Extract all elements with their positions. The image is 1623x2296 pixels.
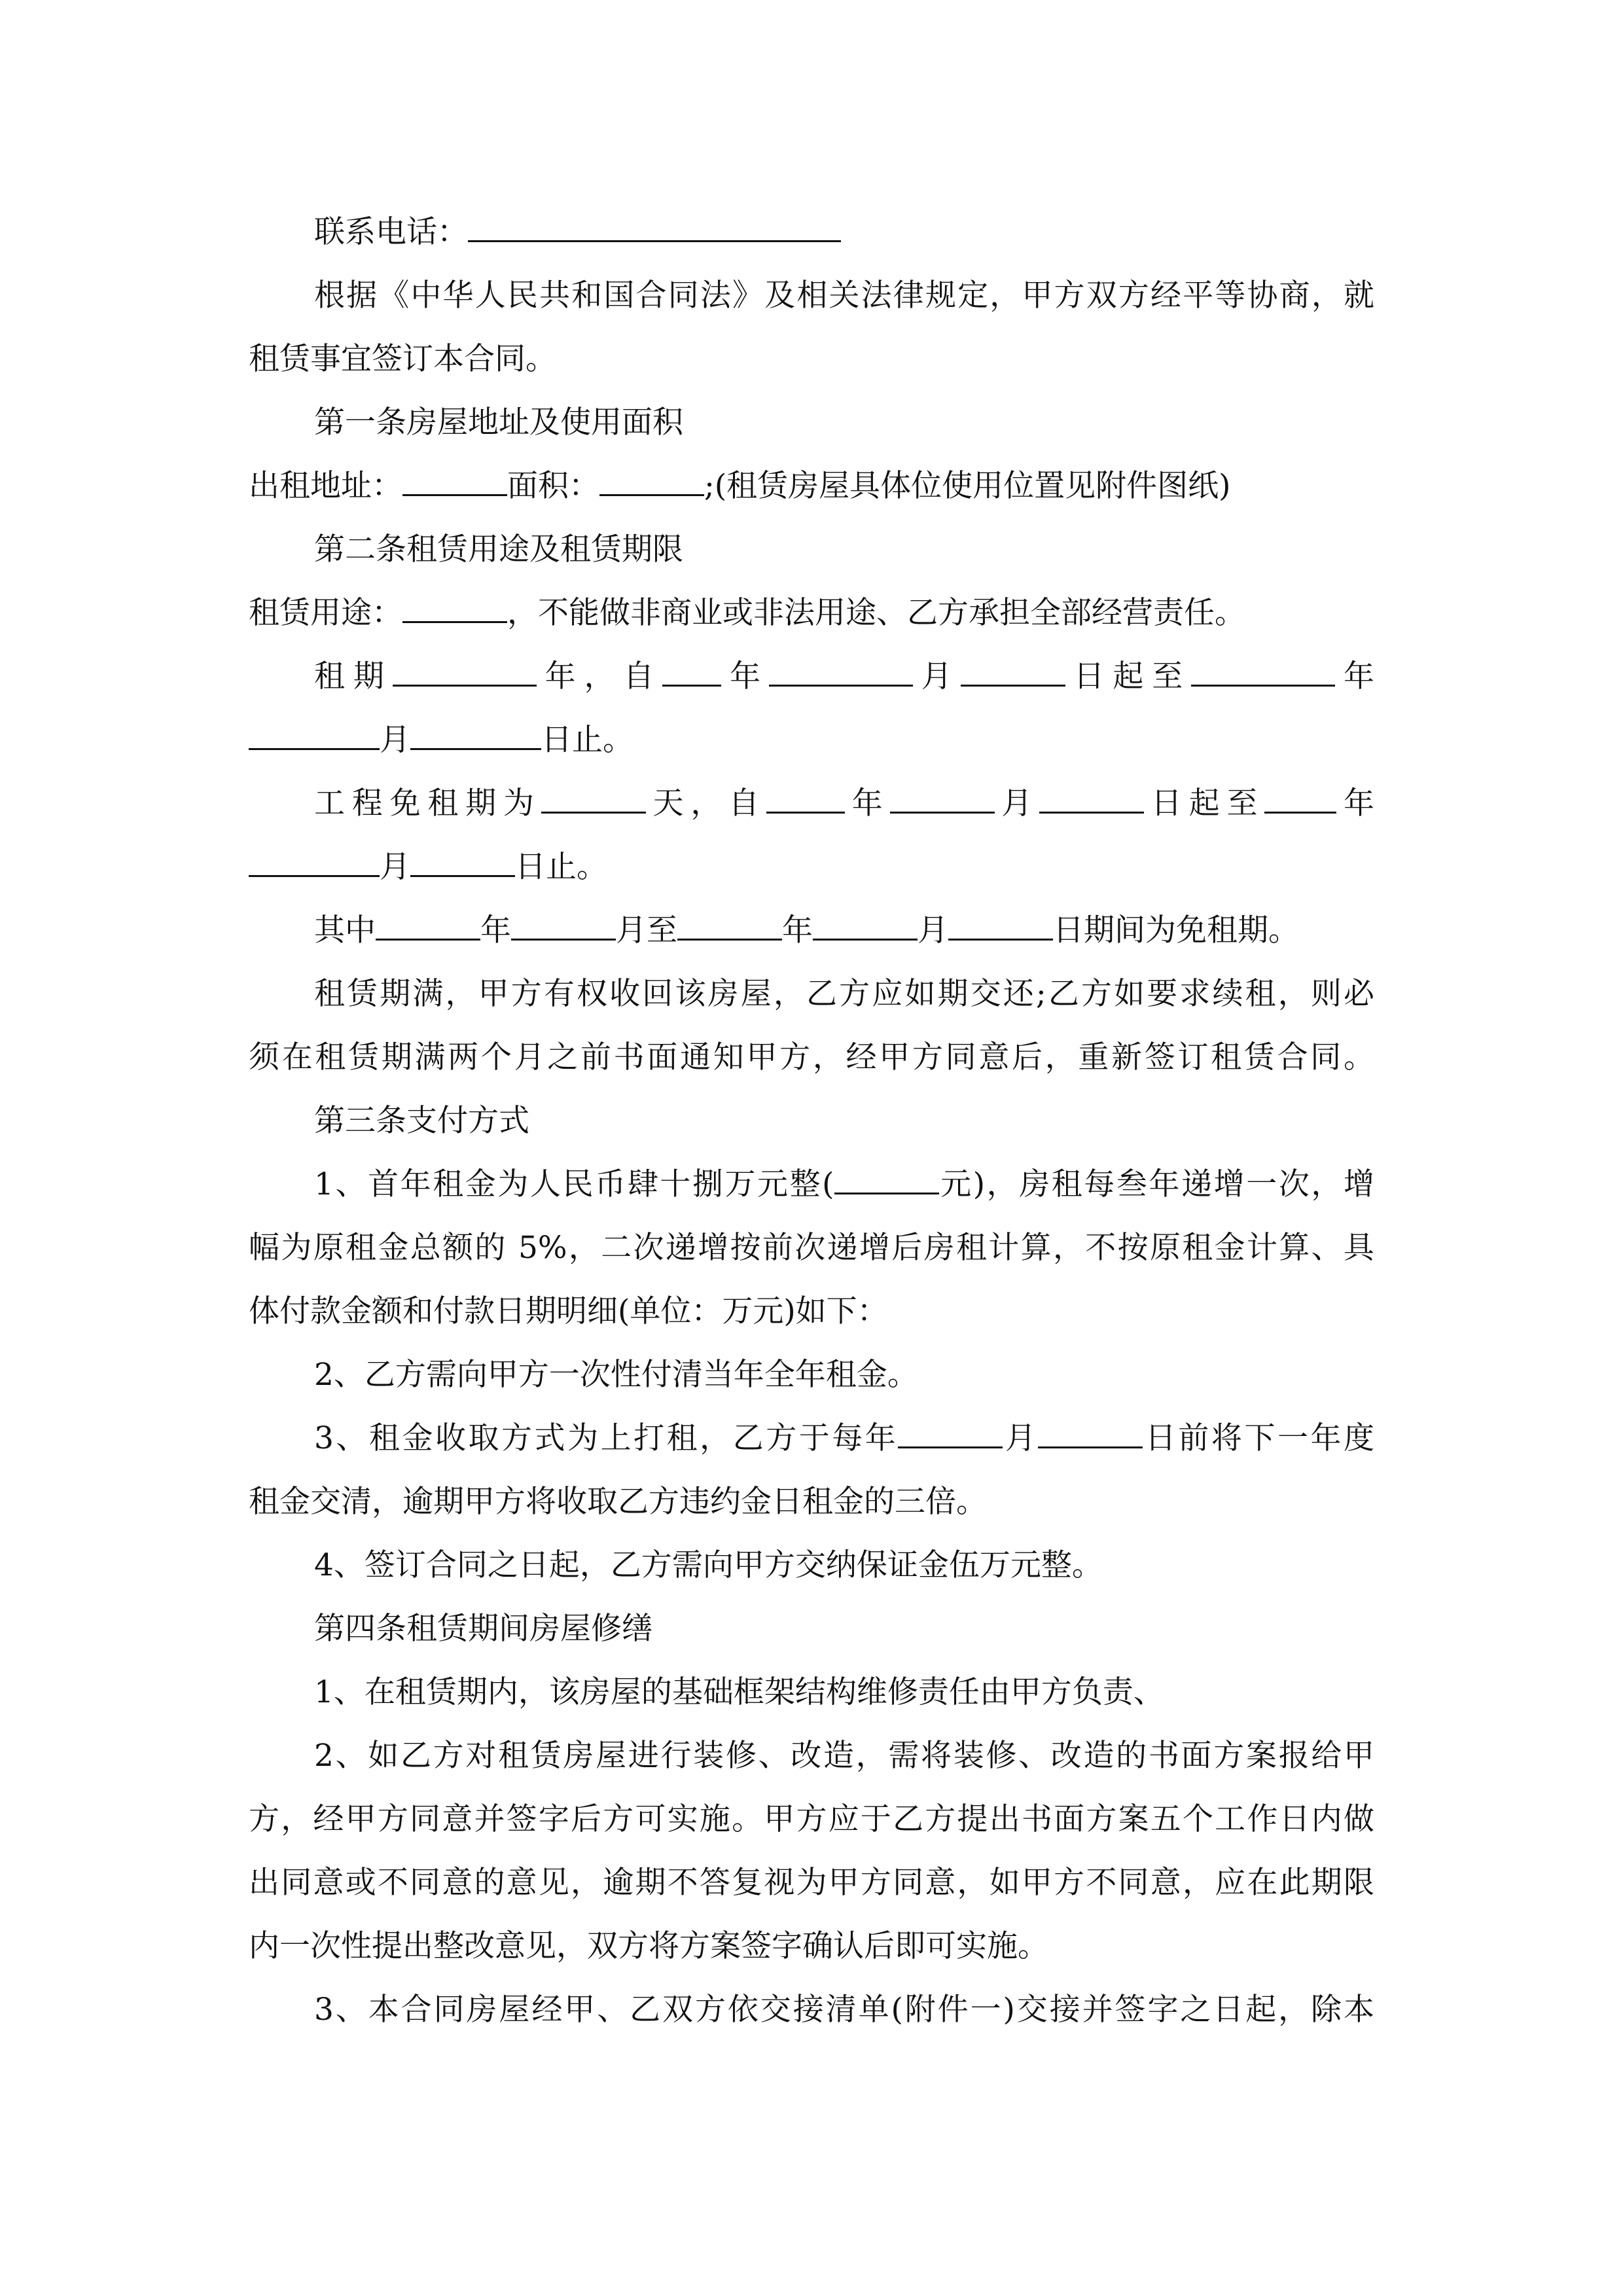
payment-3-line-2: 租金交清，逾期甲方将收取乙方违约金日租金的三倍。 (249, 1484, 987, 1520)
term-text: 日止。 (541, 722, 633, 758)
free-text: 年 (1336, 785, 1374, 821)
payment-text: 日前将下一年度 (1143, 1420, 1374, 1456)
repair-2-line-4: 内一次性提出整改意见，双方将方案签字确认后即可实施。 (249, 1928, 1048, 1964)
period-text: 月至 (616, 912, 677, 948)
blank (393, 648, 537, 687)
period-text: 月 (918, 912, 948, 948)
payment-text: 元)，房租每叁年递增一次，增 (938, 1166, 1374, 1202)
blank (890, 775, 995, 814)
payment-1-line-2: 幅为原租金总额的 5%，二次递增按前次递增后房租计算，不按原租金计算、具 (249, 1230, 1374, 1266)
blank (769, 648, 913, 687)
payment-3-line-1 (314, 1407, 1374, 1471)
repair-2-line-1: 2、如乙方对租赁房屋进行装修、改造，需将装修、改造的书面方案报给甲 (314, 1738, 1374, 1774)
period-text: 其中 (314, 912, 376, 948)
term-line-2 (249, 708, 1374, 772)
period-text: 年 (782, 912, 813, 948)
payment-text: 月 (1003, 1420, 1039, 1456)
repair-3-line-1: 3、本合同房屋经甲、乙双方依交接清单(附件一)交接并签字之日起，除本 (314, 1992, 1374, 2028)
expire-line-1: 租赁期满，甲方有权收回该房屋，乙方应如期交还;乙方如要求续租，则必 (314, 976, 1374, 1012)
blank (1039, 775, 1144, 814)
blank-address (402, 457, 507, 496)
blank (1264, 775, 1336, 814)
address-line (249, 454, 1374, 518)
term-text: 年，自 (536, 658, 663, 694)
repair-2-line-2: 方，经甲方同意并签字后方可实施。甲方应于乙方提出书面方案五个工作日内做 (249, 1801, 1374, 1837)
area-label: 面积： (507, 468, 599, 504)
blank (898, 1410, 1003, 1448)
blank (249, 838, 380, 877)
free-period-line (314, 899, 1374, 963)
usage-label: 租赁用途： (249, 595, 402, 631)
payment-2: 2、乙方需向甲方一次性付清当年全年租金。 (314, 1357, 918, 1393)
blank-usage (402, 584, 507, 623)
free-text: 年 (844, 785, 890, 821)
free-text: 日起至 (1144, 785, 1265, 821)
term-line-1 (314, 645, 1374, 709)
free-line-2 (249, 835, 1374, 899)
article-1-title: 第一条房屋地址及使用面积 (314, 404, 683, 440)
blank (662, 648, 721, 687)
expire-line-2: 须在租赁期满两个月之前书面通知甲方，经甲方同意后，重新签订租赁合同。 (249, 1039, 1374, 1075)
blank (541, 775, 646, 814)
period-text: 日期间为免租期。 (1053, 912, 1299, 948)
blank-amount (834, 1156, 939, 1194)
intro-line-2: 租赁事宜签订本合同。 (249, 341, 556, 377)
blank (766, 775, 845, 814)
contact-line (314, 200, 1374, 264)
term-text: 月 (912, 658, 961, 694)
payment-text: 1、首年租金为人民币肆十捌万元整( (314, 1166, 834, 1202)
free-label: 工程免租期为 (314, 785, 541, 821)
blank (1038, 1410, 1143, 1448)
free-text: 月 (994, 785, 1040, 821)
blank (376, 902, 480, 941)
term-text: 年 (1335, 658, 1374, 694)
term-text: 日起至 (1065, 658, 1192, 694)
blank (249, 711, 380, 750)
free-text: 日止。 (515, 849, 607, 885)
blank (677, 902, 782, 941)
article-3-title: 第三条支付方式 (314, 1103, 529, 1139)
repair-2-line-3: 出同意或不同意的意见，逾期不答复视为甲方同意，如甲方不同意，应在此期限 (249, 1865, 1374, 1901)
free-line-1 (314, 772, 1374, 836)
payment-text: 3、租金收取方式为上打租，乙方于每年 (314, 1420, 899, 1456)
article-4-title: 第四条租赁期间房屋修缮 (314, 1611, 652, 1647)
blank (511, 902, 616, 941)
repair-1: 1、在租赁期内，该房屋的基础框架结构维修责任由甲方负责、 (314, 1674, 1164, 1710)
blank-contact (468, 204, 841, 242)
blank (948, 902, 1053, 941)
address-note: ;(租赁房屋具体位使用位置见附件图纸) (704, 468, 1231, 504)
article-2-title: 第二条租赁用途及租赁期限 (314, 531, 683, 567)
blank (410, 711, 541, 750)
usage-line (249, 581, 1374, 645)
blank-area (599, 457, 704, 496)
intro-line-1: 根据《中华人民共和国合同法》及相关法律规定，甲方双方经平等协商，就 (314, 278, 1374, 314)
term-label: 租期 (314, 658, 393, 694)
blank (813, 902, 918, 941)
free-text: 天，自 (645, 785, 766, 821)
usage-text: ，不能做非商业或非法用途、乙方承担全部经营责任。 (507, 595, 1245, 631)
free-text: 月 (380, 849, 410, 885)
period-text: 年 (480, 912, 511, 948)
blank (410, 838, 515, 877)
term-text: 月 (380, 722, 410, 758)
address-label: 出租地址： (249, 468, 402, 504)
payment-1-line-3: 体付款金额和付款日期明细(单位：万元)如下： (249, 1293, 888, 1329)
payment-4: 4、签订合同之日起，乙方需向甲方交纳保证金伍万元整。 (314, 1547, 1103, 1583)
contact-label: 联系电话： (314, 214, 468, 250)
term-text: 年 (721, 658, 769, 694)
blank (1191, 648, 1335, 687)
payment-1-line-1 (314, 1153, 1374, 1217)
blank (961, 648, 1065, 687)
